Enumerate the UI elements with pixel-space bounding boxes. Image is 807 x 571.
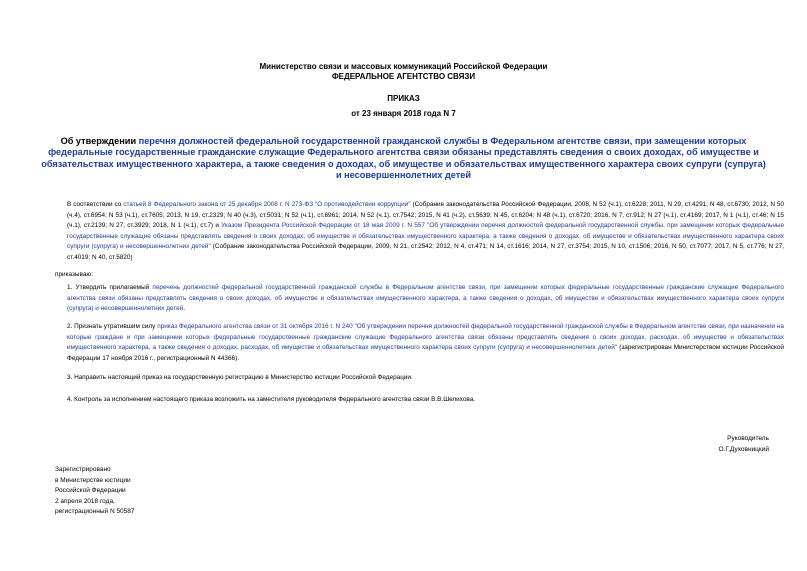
registration-line-5: регистрационный N 50587	[55, 508, 135, 516]
item-2	[55, 322, 784, 364]
law-article-link[interactable]: статьей 8 Федерального закона от 25 декабря 2008 г. N 273-ФЗ "О противодействии коррупции"	[123, 201, 411, 208]
registration-line-1: Зарегистрировано	[55, 466, 111, 473]
registration-line-4: 2 апреля 2018 года,	[55, 497, 115, 505]
item-2-text: 2. Признать утратившим силу	[67, 323, 158, 330]
title-prefix: Об утверждении	[60, 136, 139, 146]
registration-line-2: в Министерстве юстиции	[55, 476, 131, 484]
preamble-text-3: (Собрание законодательства Российской Федерации, 2009, N 21, ст.2542; 2012, N 4, ст.471; N 14, ст.1616; 2014, N 27, ст.3754; 2015, N 10, ст.1506; 2016, N 50, ст.7077; 2017, N 5, ст.776; N 27, ст.4019; N 40, ст.5820)	[67, 243, 784, 261]
title-link[interactable]: перечня должностей федеральной государственной гражданской службы в Федеральном агентстве связи, при замещении которых федеральные государственные гражданские служащие Федерального агентства связи обязаны представлять сведения о своих доходах, об имуществе и обязательствах имущественного характера, а также сведения о доходах, об имуществе и обязательствах имущественного характера своих супруги (супруга) и несовершеннолетних детей	[41, 136, 766, 180]
presidential-decree-link[interactable]: Указом Президента Российской Федерации от 18 мая 2009 г. N 557 "Об утверждении перечня должностей федеральной государственной службы, при замещении которых федеральные государственные служащие обязаны представлять сведения о своих доходах, об имуществе и обязательствах имущественного характера, а также сведения о доходах, об имуществе и обязательствах имущественного характера своих супруги (супруга) и несовершеннолетних детей"	[67, 222, 785, 250]
agency-name: ФЕДЕРАЛЬНОЕ АГЕНТСТВО СВЯЗИ	[331, 72, 476, 81]
document-type: ПРИКАЗ	[387, 94, 420, 103]
registration-line-3: Российской Федерации	[55, 487, 126, 495]
item-4: 4. Контроль за исполнением настоящего приказа возложить на заместителя руководителя Федерального агентства связи В.В.Шелихова.	[67, 396, 476, 403]
registration-block	[55, 465, 135, 518]
order-word: приказываю:	[55, 271, 93, 278]
preamble-text-2: (Собрание законодательства Российской Федерации, 2008, N 52 (ч.1), ст.6228; 2011, N 29, ст.4291; N 48, ст.6730; 2012, N 50 (ч.4), ст.6954; N 53 (ч.1), ст.7605; 2013, N 19, ст.2329; N 40 (ч.3), ст.5031; N 52 (ч.1), ст.6961; 2014, N 52 (ч.1), ст.7542; 2015, N 41 (ч.2), ст.5639; N 45, ст.6204; N 48 (ч.1), ст.6720; 2016, N 7, ст.912; N 27 (ч.1), ст.4169; 2017, N 1 (ч.1), ст.46; N 15 (ч.1), ст.2139; N 27, ст.3929; 2018, N 1 (ч.1), ст.7) и	[67, 201, 785, 229]
appended-list-link[interactable]: перечень должностей федеральной государственной гражданской службы в Федеральном агентстве связи, при замещении которых федеральные государственные гражданские служащие Федерального агентства связи обязаны представлять сведения о своих доходах, об имуществе и обязательствах имущественного характера, а также сведения о доходах, об имуществе и обязательствах имущественного характера своих супруги (супруга) и несовершеннолетних детей	[67, 284, 784, 312]
preamble-paragraph	[55, 200, 784, 263]
document-title	[40, 136, 767, 181]
document-date: от 23 января 2018 года N 7	[351, 109, 456, 118]
item-3: 3. Направить настоящий приказ на государственную регистрацию в Министерство юстиции Российской Федерации.	[67, 374, 413, 381]
preamble-text-1: В соответствии со	[67, 201, 124, 208]
item-1-text: 1. Утвердить прилагаемый	[67, 284, 153, 291]
revoked-order-link[interactable]: приказ Федерального агентства связи от 31 октября 2016 г. N 240 "Об утверждении перечня должностей федеральной государственной гражданской службы в Федеральном агентстве связи, при назначении на которые граждане и при замещении которых федеральные государственные гражданские служащие Федерального агентства связи обязаны представлять сведения о своих доходах, расходах, об имуществе и обязательствах имущественного характера, а также сведения о доходах, расходах, об имуществе и обязательствах имущественного характера своих супруги (супруга) и несовершеннолетних детей"	[67, 323, 784, 351]
ministry-name: Министерство связи и массовых коммуникаций Российской Федерации	[259, 62, 548, 71]
signature-name: О.Г.Духовницкий	[718, 446, 769, 453]
item-2-end: (зарегистрирован Министерством юстиции Российской Федерации 17 ноября 2016 г., регистрационный N 44366).	[67, 344, 784, 362]
item-1	[55, 283, 784, 315]
signature-role: Руководитель	[727, 435, 769, 442]
item-1-end: .	[183, 305, 186, 312]
